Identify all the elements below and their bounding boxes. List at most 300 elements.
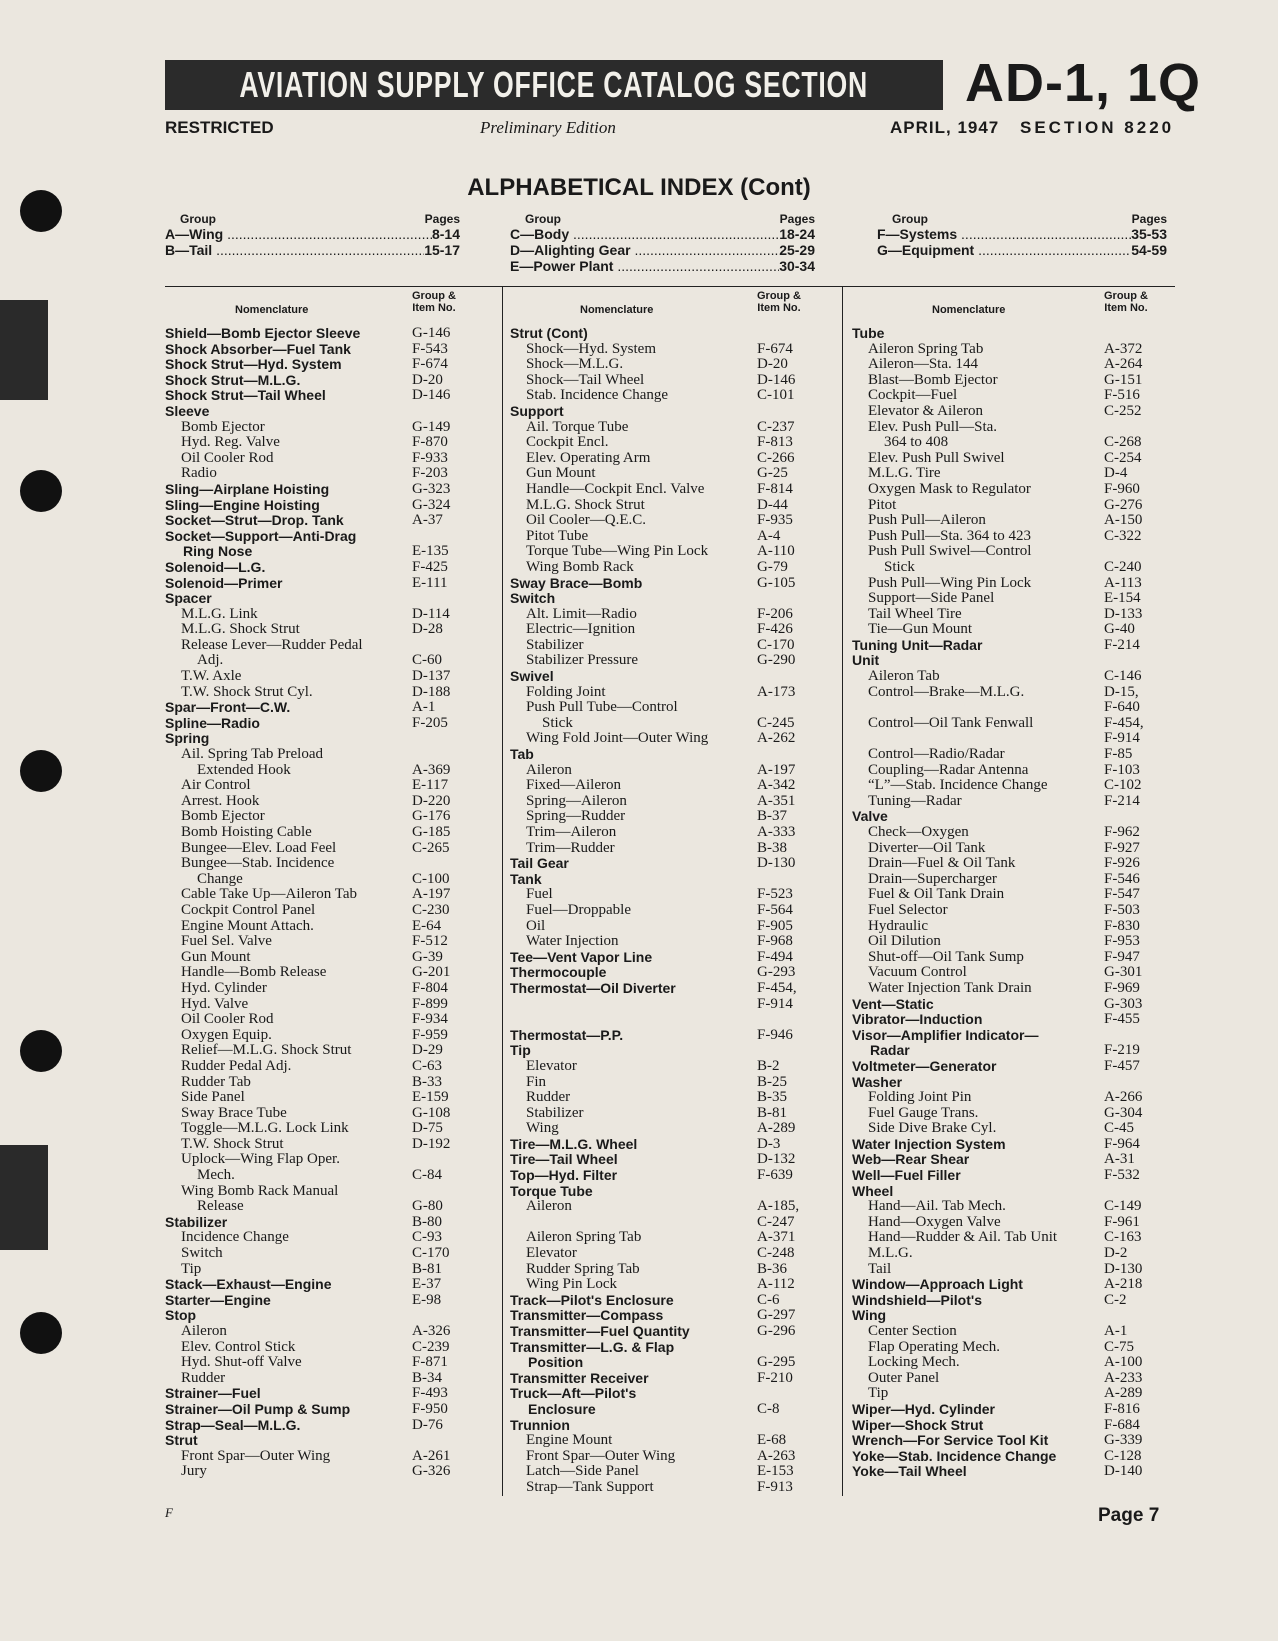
entry-nomenclature: Uplock—Wing Flap Oper. (181, 1151, 340, 1168)
entry-item-number: C-240 (1104, 558, 1142, 575)
index-entry (852, 965, 1182, 981)
entry-nomenclature: Gun Mount (181, 948, 251, 965)
index-entry (510, 1464, 840, 1480)
group-pages: 15-17 (424, 242, 460, 258)
entry-item-number: A-233 (1104, 1369, 1143, 1386)
entry-item-number: A-372 (1104, 340, 1143, 357)
entry-item-number: C-170 (412, 1245, 450, 1262)
entry-item-number: F-674 (757, 340, 793, 357)
entry-item-number: F-935 (757, 512, 793, 529)
entry-nomenclature: Top—Hyd. Filter (510, 1167, 618, 1184)
entry-item-number: A-261 (412, 1447, 451, 1464)
entry-nomenclature: Transmitter Receiver (510, 1369, 649, 1386)
entry-item-number: A-1 (412, 699, 436, 716)
entry-nomenclature: Fuel Selector (868, 901, 948, 918)
index-entry (165, 560, 495, 576)
index-entry (165, 342, 495, 358)
index-entry (852, 825, 1182, 841)
index-entry (165, 1199, 495, 1215)
entry-nomenclature: Aileron Spring Tab (868, 340, 984, 357)
entry-item-number: G-297 (757, 1307, 796, 1324)
entry-nomenclature: Folding Joint (526, 683, 606, 700)
entry-nomenclature: Spring—Aileron (526, 792, 627, 809)
entry-item-number: D-220 (412, 792, 451, 809)
group-name: D—Alighting Gear ..... (510, 242, 779, 258)
entry-item-number: A-113 (1104, 574, 1142, 591)
entry-item-number: F-964 (1104, 1135, 1140, 1152)
entry-nomenclature: Shock—M.L.G. (526, 356, 624, 373)
entry-item-number: E-111 (412, 574, 448, 591)
entry-item-number: F-543 (412, 340, 448, 357)
entry-item-number: F-219 (1104, 1042, 1140, 1059)
index-entry (852, 1090, 1182, 1106)
entry-item-number: A-1 (1104, 1323, 1128, 1339)
entry-item-number: E-98 (412, 1291, 442, 1308)
entry-nomenclature: Fuel (526, 886, 553, 903)
group-header: Group (180, 212, 216, 226)
index-entry (852, 856, 1182, 872)
index-entry (510, 498, 840, 514)
entry-nomenclature: Well—Fuel Filler (852, 1167, 961, 1184)
index-entry (510, 451, 840, 467)
entry-item-number: C-239 (412, 1338, 450, 1355)
group-row (510, 226, 815, 242)
entry-nomenclature: Hyd. Cylinder (181, 979, 267, 996)
entry-nomenclature: Tab (510, 746, 534, 763)
index-entry (510, 747, 840, 763)
entry-nomenclature: Tire—Tail Wheel (510, 1151, 618, 1168)
index-entry (852, 1449, 1182, 1465)
entry-item-number: C-245 (757, 714, 795, 731)
entry-item-number: G-151 (1104, 371, 1143, 388)
index-entry (165, 1230, 495, 1246)
entry-nomenclature: Wing Bomb Rack Manual (181, 1182, 339, 1199)
entry-item-number: B-37 (757, 808, 787, 825)
entry-item-number: G-301 (1104, 964, 1143, 981)
entry-item-number: D-15, (1104, 683, 1139, 700)
entry-item-number: C-8 (757, 1400, 780, 1417)
index-entry (852, 1028, 1182, 1044)
entry-item-number: D-29 (412, 1042, 443, 1059)
index-entry (852, 809, 1182, 825)
index-entry (165, 872, 495, 888)
entry-nomenclature: Wheel (852, 1182, 894, 1199)
index-entry (510, 638, 840, 654)
entry-item-number: D-188 (412, 683, 451, 700)
entry-item-number: B-36 (757, 1260, 787, 1277)
index-entry (852, 763, 1182, 779)
page-title: ALPHABETICAL INDEX (Cont) (467, 174, 811, 201)
index-entry (510, 513, 840, 529)
index-entry (852, 638, 1182, 654)
entry-item-number: C-149 (1104, 1198, 1142, 1215)
index-entry (852, 544, 1182, 560)
entry-item-number: C-268 (1104, 434, 1142, 451)
entry-item-number: G-105 (757, 574, 796, 591)
entry-nomenclature: Thermocouple (510, 964, 607, 981)
entry-item-number: D-76 (412, 1416, 443, 1433)
entry-item-number: F-210 (757, 1369, 793, 1386)
entry-nomenclature: Engine Mount Attach. (181, 917, 314, 934)
index-entry (852, 498, 1182, 514)
index-entry (852, 716, 1182, 732)
entry-item-number: F-926 (1104, 855, 1140, 872)
entry-nomenclature: Elevator & Aileron (868, 402, 983, 419)
entry-item-number: C-230 (412, 901, 450, 918)
entry-item-number: B-33 (412, 1073, 442, 1090)
entry-nomenclature: Fuel—Droppable (526, 901, 631, 918)
index-entry (852, 435, 1182, 451)
index-entry (510, 1230, 840, 1246)
entry-nomenclature: Visor—Amplifier Indicator— (852, 1026, 1039, 1043)
entry-nomenclature: Elevator (526, 1245, 577, 1262)
entry-item-number: B-81 (412, 1260, 442, 1277)
entry-nomenclature: Sling—Airplane Hoisting (165, 480, 330, 497)
entry-item-number: F-503 (1104, 901, 1140, 918)
entry-nomenclature: Tail Gear (510, 855, 569, 872)
entry-item-number: F-899 (412, 995, 448, 1012)
entry-item-number: B-2 (757, 1057, 780, 1074)
entry-item-number: A-185, (757, 1198, 800, 1215)
entry-nomenclature: Oxygen Mask to Regulator (868, 480, 1031, 497)
entry-nomenclature: Vent—Static (852, 995, 934, 1012)
entry-item-number: D-146 (757, 371, 796, 388)
column-divider (502, 286, 503, 1496)
entry-item-number: F-960 (1104, 480, 1140, 497)
index-entry (165, 326, 495, 342)
entry-item-number: F-961 (1104, 1213, 1140, 1230)
index-entry (852, 1121, 1182, 1137)
entry-nomenclature: Fuel Gauge Trans. (868, 1104, 979, 1121)
entry-item-number: F-103 (1104, 761, 1140, 778)
entry-item-number: G-79 (757, 558, 788, 575)
entry-item-number: G-176 (412, 808, 451, 825)
entry-nomenclature: Drain—Supercharger (868, 870, 997, 887)
entry-nomenclature: Sway Brace—Bomb (510, 574, 643, 591)
index-entry (165, 1371, 495, 1387)
entry-nomenclature: Wing Pin Lock (526, 1276, 618, 1293)
entry-nomenclature: Oil Cooler Rod (181, 449, 274, 466)
index-entry (165, 1355, 495, 1371)
index-entry (165, 903, 495, 919)
index-entry (510, 1277, 840, 1293)
entry-nomenclature: Unit (852, 652, 880, 669)
entry-item-number: F-494 (757, 948, 793, 965)
entry-nomenclature: Shock Strut—Hyd. System (165, 356, 342, 373)
entry-item-number: C-266 (757, 449, 795, 466)
index-entry (165, 591, 495, 607)
index-entry (510, 1480, 840, 1496)
index-entry (510, 887, 840, 903)
entry-nomenclature: Elev. Control Stick (181, 1338, 296, 1355)
entry-nomenclature: Check—Oxygen (868, 824, 969, 840)
entry-item-number: A-173 (757, 683, 796, 700)
index-entry (165, 1262, 495, 1278)
entry-nomenclature: Release Lever—Rudder Pedal (181, 636, 363, 653)
entry-nomenclature: Arrest. Hook (181, 792, 260, 809)
entry-item-number: A-326 (412, 1323, 451, 1339)
entry-nomenclature: Oil Dilution (868, 933, 941, 950)
index-entry (852, 747, 1182, 763)
entry-nomenclature: Strut (165, 1432, 198, 1449)
entry-nomenclature: Tuning—Radar (868, 792, 962, 809)
entry-nomenclature: Transmitter—Fuel Quantity (510, 1323, 690, 1339)
index-entry (165, 950, 495, 966)
page-number: Page 7 (1098, 1505, 1160, 1526)
entry-item-number: D-140 (1104, 1463, 1143, 1480)
index-entry (165, 1152, 495, 1168)
index-entry (852, 1075, 1182, 1091)
index-entry (852, 1246, 1182, 1262)
index-entry (165, 1121, 495, 1137)
entry-nomenclature: Hand—Rudder & Ail. Tab Unit (868, 1229, 1058, 1246)
entry-item-number: G-185 (412, 824, 451, 840)
index-entry (852, 1137, 1182, 1153)
index-entry (852, 1293, 1182, 1309)
index-entry (852, 1012, 1182, 1028)
entry-item-number: D-4 (1104, 465, 1128, 482)
entry-item-number: G-201 (412, 964, 451, 981)
index-entry (165, 1449, 495, 1465)
entry-item-number: F-968 (757, 933, 793, 950)
index-entry (165, 451, 495, 467)
group-name: G—Equipment ..... (877, 242, 1131, 258)
entry-nomenclature: Valve (852, 808, 888, 825)
entry-nomenclature: Tie—Gun Mount (868, 621, 973, 638)
index-entry (852, 981, 1182, 997)
index-entry (165, 388, 495, 404)
entry-nomenclature: Socket—Support—Anti-Drag (165, 527, 357, 544)
index-entry (165, 1028, 495, 1044)
group-item-header (412, 290, 456, 314)
index-entry (852, 1262, 1182, 1278)
index-entry (165, 997, 495, 1013)
entry-item-number: G-326 (412, 1463, 451, 1480)
entry-item-number: B-35 (757, 1089, 787, 1106)
entry-nomenclature: Tee—Vent Vapor Line (510, 948, 653, 965)
catalog-section-banner (165, 60, 943, 110)
index-entry (510, 1184, 840, 1200)
entry-item-number: F-947 (1104, 948, 1140, 965)
entry-nomenclature: Water Injection (526, 933, 619, 950)
pages-header: Pages (1131, 212, 1167, 226)
index-entry (165, 716, 495, 732)
index-entry (510, 420, 840, 436)
pages-header: Pages (779, 212, 815, 226)
index-entry (165, 1277, 495, 1293)
entry-item-number: F-804 (412, 979, 448, 996)
index-entry (852, 653, 1182, 669)
binder-hole (20, 1030, 62, 1072)
entry-item-number: C-84 (412, 1167, 442, 1184)
group-item-header-line: Item No. (412, 302, 456, 314)
index-entry (852, 903, 1182, 919)
entry-item-number: C-248 (757, 1245, 795, 1262)
entry-nomenclature: Flap Operating Mech. (868, 1338, 1001, 1355)
entry-nomenclature: Toggle—M.L.G. Lock Link (181, 1120, 349, 1137)
entry-nomenclature: Engine Mount (526, 1432, 613, 1449)
index-entry (165, 809, 495, 825)
index-entry (165, 1106, 495, 1122)
entry-nomenclature: Handle—Cockpit Encl. Valve (526, 480, 705, 497)
entry-nomenclature: Stabilizer (165, 1213, 228, 1230)
index-entry (165, 825, 495, 841)
entry-item-number: B-80 (412, 1213, 442, 1230)
group-row (165, 242, 460, 258)
group-row (510, 258, 815, 274)
index-entry (165, 794, 495, 810)
entry-item-number: D-130 (757, 855, 796, 872)
index-entry (510, 342, 840, 358)
entry-item-number: F-564 (757, 901, 793, 918)
entry-nomenclature: Switch (181, 1245, 223, 1262)
index-entry (852, 1215, 1182, 1231)
index-entry (510, 825, 840, 841)
index-entry (165, 934, 495, 950)
index-entry (165, 1324, 495, 1340)
index-entry (852, 342, 1182, 358)
entry-nomenclature: Push Pull Tube—Control (526, 699, 678, 716)
index-entry (852, 451, 1182, 467)
index-entry (510, 373, 840, 389)
index-entry (852, 591, 1182, 607)
group-row (510, 242, 815, 258)
entry-item-number: C-2 (1104, 1291, 1127, 1308)
entry-nomenclature: Front Spar—Outer Wing (526, 1447, 676, 1464)
index-entry (510, 763, 840, 779)
index-entry (510, 1028, 840, 1044)
entry-item-number: A-289 (757, 1120, 796, 1137)
entry-item-number: D-146 (412, 387, 451, 404)
index-entry (165, 357, 495, 373)
entry-item-number: F-425 (412, 558, 448, 575)
entry-nomenclature: Mech. (197, 1167, 235, 1184)
index-entry (165, 965, 495, 981)
entry-item-number: A-289 (1104, 1385, 1143, 1402)
entry-item-number: G-295 (757, 1354, 796, 1371)
index-entry (510, 404, 840, 420)
entry-item-number: A-333 (757, 824, 796, 840)
index-entry (852, 373, 1182, 389)
entry-nomenclature: Shock—Tail Wheel (526, 371, 645, 388)
entry-nomenclature: Enclosure (528, 1400, 596, 1417)
index-entry (165, 841, 495, 857)
entry-item-number: F-205 (412, 714, 448, 731)
entry-item-number: A-342 (757, 777, 796, 794)
entry-nomenclature: Solenoid—Primer (165, 574, 283, 591)
entry-item-number: B-38 (757, 839, 787, 856)
entry-nomenclature: Control—Oil Tank Fenwall (868, 714, 1034, 731)
entry-item-number: F-953 (1104, 933, 1140, 950)
entry-item-number: A-197 (412, 886, 451, 903)
entry-nomenclature: Drain—Fuel & Oil Tank (868, 855, 1016, 872)
entry-nomenclature: Elev. Push Pull—Sta. (868, 418, 998, 435)
entry-nomenclature: Adj. (197, 652, 224, 669)
index-entry (510, 1012, 840, 1028)
entry-item-number: F-640 (1104, 699, 1140, 716)
entry-item-number: F-203 (412, 465, 448, 482)
index-entry (510, 1152, 840, 1168)
entry-item-number: F-830 (1104, 917, 1140, 934)
entry-nomenclature: Spline—Radio (165, 714, 260, 731)
entry-nomenclature: Aileron (526, 761, 572, 778)
entry-nomenclature: Ail. Torque Tube (526, 418, 629, 435)
index-entry (165, 778, 495, 794)
entry-item-number: F-913 (757, 1478, 793, 1495)
entry-item-number: D-130 (1104, 1260, 1143, 1277)
entry-item-number: F-454, (757, 979, 797, 996)
entry-item-number: G-304 (1104, 1104, 1143, 1121)
index-column (165, 290, 495, 1480)
entry-nomenclature: M.L.G. Tire (868, 465, 941, 482)
index-entry (510, 716, 840, 732)
index-entry (165, 1418, 495, 1434)
entry-nomenclature: Vacuum Control (868, 964, 967, 981)
index-entry (510, 950, 840, 966)
entry-nomenclature: Cockpit Encl. (526, 434, 609, 451)
entry-nomenclature: Sway Brace Tube (181, 1104, 287, 1121)
index-entry (510, 357, 840, 373)
edition-label: Preliminary Edition (480, 118, 616, 137)
entry-nomenclature: Spring—Rudder (526, 808, 626, 825)
entry-nomenclature: Stop (165, 1307, 197, 1324)
entry-item-number: A-100 (1104, 1354, 1143, 1371)
index-entry (165, 1246, 495, 1262)
entry-nomenclature: Washer (852, 1073, 903, 1090)
entry-nomenclature: Yoke—Stab. Incidence Change (852, 1447, 1057, 1464)
group-legend-block (510, 212, 815, 274)
index-entry (852, 1418, 1182, 1434)
index-entry (852, 326, 1182, 342)
entry-item-number: A-31 (1104, 1151, 1135, 1168)
index-entry (852, 669, 1182, 685)
entry-item-number: D-133 (1104, 605, 1143, 622)
entry-nomenclature: Water Injection System (852, 1135, 1006, 1152)
index-entry (510, 1293, 840, 1309)
entry-nomenclature: Folding Joint Pin (868, 1089, 972, 1106)
entry-nomenclature: Pitot Tube (526, 527, 589, 544)
entry-item-number: D-28 (412, 621, 443, 638)
footer-mark: F (165, 1505, 173, 1520)
group-item-header-line: Group & (1104, 290, 1148, 302)
date-label: APRIL, 1947 (890, 118, 1000, 137)
entry-nomenclature: Tail Wheel Tire (868, 605, 962, 622)
entry-nomenclature: T.W. Shock Strut Cyl. (181, 683, 313, 700)
entry-nomenclature: Aileron—Sta. 144 (868, 356, 978, 373)
index-entry (852, 1386, 1182, 1402)
entry-item-number: F-871 (412, 1354, 448, 1371)
entry-item-number: F-532 (1104, 1167, 1140, 1184)
entry-item-number: C-322 (1104, 527, 1142, 544)
entry-nomenclature: Ring Nose (183, 543, 253, 560)
index-entry (165, 435, 495, 451)
entry-item-number: E-153 (757, 1463, 794, 1480)
entry-item-number: F-816 (1104, 1400, 1140, 1417)
entry-item-number: F-523 (757, 886, 793, 903)
catalog-code: AD-1, 1Q (965, 53, 1202, 113)
entry-nomenclature: Wiper—Shock Strut (852, 1416, 984, 1433)
entry-nomenclature: Fuel Sel. Valve (181, 933, 272, 950)
index-entry (165, 1168, 495, 1184)
entry-item-number: E-154 (1104, 590, 1141, 607)
entry-nomenclature: T.W. Shock Strut (181, 1135, 284, 1152)
index-entry (165, 856, 495, 872)
entry-item-number: C-128 (1104, 1447, 1142, 1464)
index-entry (852, 1324, 1182, 1340)
entry-nomenclature: Aileron Spring Tab (526, 1229, 642, 1246)
entry-item-number: G-296 (757, 1323, 796, 1339)
index-entry (165, 731, 495, 747)
